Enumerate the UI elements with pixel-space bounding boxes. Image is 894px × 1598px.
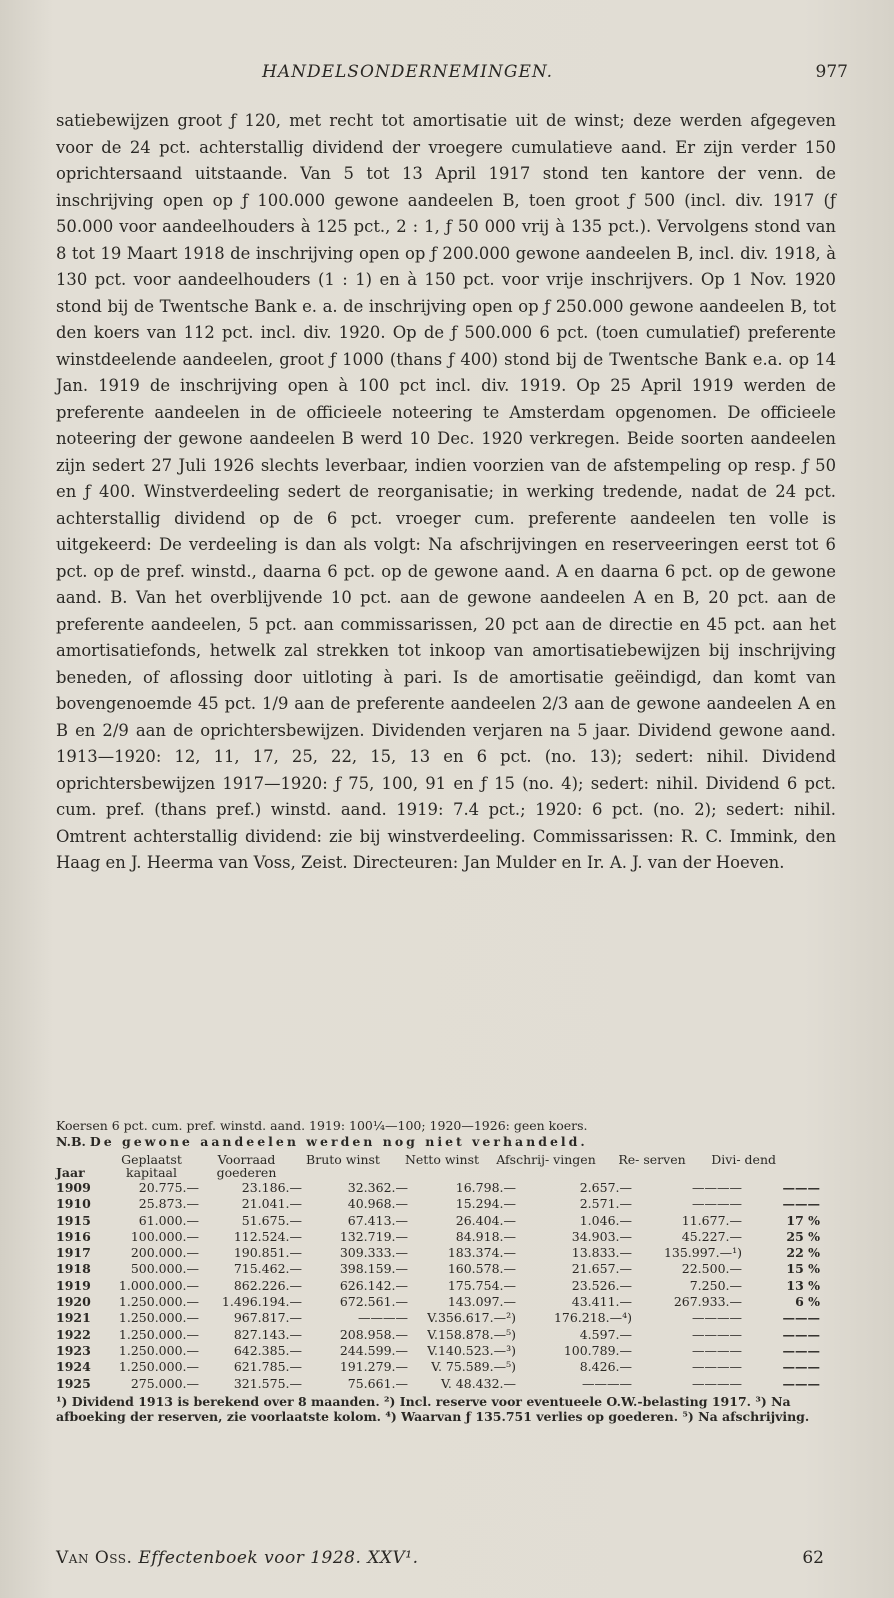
cell-kapitaal: 1.000.000.— — [118, 1277, 199, 1293]
cell-dividend: ——— — [782, 1326, 820, 1342]
cell-jaar: 1922 — [56, 1326, 91, 1342]
cell-dividend: 17 % — [786, 1212, 820, 1228]
cell-netto: 175.754.— — [447, 1277, 516, 1293]
cell-kapitaal: 1.250.000.— — [118, 1310, 199, 1326]
cell-jaar: 1917 — [56, 1245, 91, 1261]
col-header-jaar: Jaar — [56, 1165, 85, 1180]
cell-afschrijvingen: 34.903.— — [571, 1228, 632, 1244]
cell-kapitaal: 61.000.— — [138, 1212, 199, 1228]
financial-table — [56, 1118, 840, 1424]
cell-goederen: 112.524.— — [233, 1228, 302, 1244]
table-row — [56, 1213, 840, 1229]
cell-dividend: 22 % — [786, 1245, 820, 1261]
cell-bruto: 191.279.— — [339, 1359, 408, 1375]
cell-reserven: ———— — [692, 1196, 742, 1212]
cell-netto: V. 48.432.— — [441, 1375, 516, 1391]
cell-goederen: 321.575.— — [233, 1375, 302, 1391]
cell-goederen: 190.851.— — [233, 1245, 302, 1261]
table-row — [56, 1359, 840, 1375]
cell-dividend: ——— — [782, 1375, 820, 1391]
cell-bruto: 208.958.— — [339, 1326, 408, 1342]
table-row — [56, 1278, 840, 1294]
cell-reserven: 267.933.— — [673, 1294, 742, 1310]
cell-jaar: 1909 — [56, 1180, 91, 1195]
footer-volume: XXV¹. — [367, 1548, 419, 1568]
cell-kapitaal: 20.775.— — [138, 1180, 199, 1195]
cell-jaar: 1918 — [56, 1261, 91, 1277]
cell-netto: 26.404.— — [455, 1212, 516, 1228]
cell-dividend: 25 % — [786, 1228, 820, 1244]
cell-netto: V.140.523.—³) — [427, 1342, 516, 1358]
table-footnotes: ¹) Dividend 1913 is berekend over 8 maanden. ²) Incl. reserve voor eventueele O.W.-belasting 1917. ³) Na afboeking der reserven, zie voorlaatste kolom. ⁴) Waarvan ƒ 135.751 verlies op goederen. ⁵) Na afschrijving. — [56, 1393, 810, 1424]
cell-afschrijvingen: 23.526.— — [571, 1277, 632, 1293]
nb-line — [56, 1134, 840, 1150]
cell-bruto: 32.362.— — [347, 1180, 408, 1195]
cell-afschrijvingen: 4.597.— — [579, 1326, 632, 1342]
cell-afschrijvingen: 21.657.— — [571, 1261, 632, 1277]
cell-kapitaal: 100.000.— — [130, 1228, 199, 1244]
cell-reserven: 45.227.— — [681, 1228, 742, 1244]
table-row — [56, 1180, 840, 1196]
cell-netto: 183.374.— — [447, 1245, 516, 1261]
cell-goederen: 21.041.— — [241, 1196, 302, 1212]
cell-bruto: 67.413.— — [347, 1212, 408, 1228]
table-row — [56, 1376, 840, 1392]
cell-kapitaal: 275.000.— — [130, 1375, 199, 1391]
cell-netto: V.356.617.—²) — [427, 1310, 516, 1326]
col-header-bruto: Bruto winst — [306, 1152, 380, 1167]
col-header-netto: Netto winst — [404, 1152, 480, 1167]
cell-bruto: 40.968.— — [347, 1196, 408, 1212]
cell-dividend: ——— — [782, 1359, 820, 1375]
cell-netto: 143.097.— — [447, 1294, 516, 1310]
cell-goederen: 715.462.— — [233, 1261, 302, 1277]
footer-sheet-number: 62 — [802, 1548, 824, 1568]
cell-netto: 16.798.— — [455, 1180, 516, 1195]
cell-reserven: 11.677.— — [681, 1212, 742, 1228]
cell-reserven: ———— — [692, 1326, 742, 1342]
main-text — [56, 108, 836, 877]
cell-afschrijvingen: 176.218.—⁴) — [553, 1310, 632, 1326]
cell-goederen: 862.226.— — [233, 1277, 302, 1293]
cell-reserven: 7.250.— — [689, 1277, 742, 1293]
cell-afschrijvingen: 1.046.— — [579, 1212, 632, 1228]
cell-reserven: 22.500.— — [681, 1261, 742, 1277]
cell-bruto: 398.159.— — [339, 1261, 408, 1277]
cell-dividend: 13 % — [786, 1277, 820, 1293]
col-header-reserven: Re- serven — [618, 1152, 686, 1167]
cell-dividend: ——— — [782, 1196, 820, 1212]
table-row — [56, 1261, 840, 1277]
cell-afschrijvingen: 43.411.— — [571, 1294, 632, 1310]
cell-dividend: ——— — [782, 1342, 820, 1358]
cell-jaar: 1915 — [56, 1212, 91, 1228]
col-header-afschrijvingen: Afschrij- vingen — [496, 1152, 596, 1167]
table-row — [56, 1245, 840, 1261]
cell-netto: 84.918.— — [455, 1228, 516, 1244]
cell-goederen: 51.675.— — [241, 1212, 302, 1228]
cell-kapitaal: 1.250.000.— — [118, 1294, 199, 1310]
cell-netto: 15.294.— — [455, 1196, 516, 1212]
cell-jaar: 1924 — [56, 1359, 91, 1375]
cell-kapitaal: 500.000.— — [130, 1261, 199, 1277]
nb-text: De gewone aandeelen werden nog niet verhandeld. — [89, 1134, 588, 1149]
table-row — [56, 1327, 840, 1343]
cell-kapitaal: 200.000.— — [130, 1245, 199, 1261]
koersen-line: Koersen 6 pct. cum. pref. winstd. aand. 1919: 100¼—100; 1920—1926: geen koers. — [56, 1118, 588, 1133]
cell-bruto: 672.561.— — [339, 1294, 408, 1310]
cell-netto: 160.578.— — [447, 1261, 516, 1277]
footer-publisher: Van Oss. — [56, 1548, 133, 1568]
cell-reserven: ———— — [692, 1359, 742, 1375]
cell-bruto: 132.719.— — [339, 1228, 408, 1244]
cell-goederen: 967.817.— — [233, 1310, 302, 1326]
table-row — [56, 1196, 840, 1212]
cell-bruto: 626.142.— — [339, 1277, 408, 1293]
col-header-kapitaal: Geplaatst kapitaal — [121, 1152, 182, 1180]
cell-afschrijvingen: 2.571.— — [579, 1196, 632, 1212]
cell-goederen: 1.496.194.— — [221, 1294, 302, 1310]
running-head: HANDELSONDERNEMINGEN. — [262, 62, 554, 82]
table-row — [56, 1294, 840, 1310]
table-body — [56, 1180, 840, 1392]
page-header — [0, 62, 894, 92]
col-header-goederen: Voorraad goederen — [216, 1152, 277, 1180]
cell-netto: V. 75.589.—⁵) — [431, 1359, 516, 1375]
footer-book-title: Effectenboek voor 1928. — [138, 1548, 362, 1568]
table-row — [56, 1310, 840, 1326]
cell-reserven: ———— — [692, 1180, 742, 1195]
cell-kapitaal: 25.873.— — [138, 1196, 199, 1212]
cell-jaar: 1925 — [56, 1375, 91, 1391]
col-header-dividend: Divi- dend — [711, 1152, 776, 1167]
page-number: 977 — [815, 62, 848, 82]
cell-jaar: 1916 — [56, 1228, 91, 1244]
cell-reserven: 135.997.—¹) — [663, 1245, 742, 1261]
cell-goederen: 642.385.— — [233, 1342, 302, 1358]
cell-afschrijvingen: 100.789.— — [563, 1342, 632, 1358]
cell-dividend: 6 % — [795, 1294, 820, 1310]
cell-bruto: 75.661.— — [347, 1375, 408, 1391]
cell-goederen: 621.785.— — [233, 1359, 302, 1375]
cell-afschrijvingen: 8.426.— — [579, 1359, 632, 1375]
cell-afschrijvingen: 13.833.— — [571, 1245, 632, 1261]
cell-bruto: 244.599.— — [339, 1342, 408, 1358]
cell-bruto: ———— — [358, 1310, 408, 1326]
table-row — [56, 1229, 840, 1245]
cell-bruto: 309.333.— — [339, 1245, 408, 1261]
cell-reserven: ———— — [692, 1342, 742, 1358]
cell-jaar: 1923 — [56, 1342, 91, 1358]
cell-goederen: 23.186.— — [241, 1180, 302, 1195]
cell-jaar: 1920 — [56, 1294, 91, 1310]
cell-afschrijvingen: 2.657.— — [579, 1180, 632, 1195]
cell-kapitaal: 1.250.000.— — [118, 1359, 199, 1375]
cell-jaar: 1921 — [56, 1310, 91, 1326]
body-paragraph: satiebewijzen groot ƒ 120, met recht tot amortisatie uit de winst; deze werden afgegeven voor de 24 pct. achterstallig dividend der vroegere cumulatieve aand. Er zijn verder 150 oprichtersaand uitstaande. Van 5 tot 13 April 1917 stond ten kantore der venn. de inschrijving open op ƒ 100.000 gewone aandeelen B, toen groot ƒ 500 (incl. div. 1917 (ƒ 50.000 voor aandeelhouders à 125 pct., 2 : 1, ƒ 50 000 vrij à 135 pct.). Vervolgens stond van 8 tot 19 Maart 1918 de inschrijving open op ƒ 200.000 gewone aandeelen B, incl. div. 1918, à 130 pct. voor aandeelhouders (1 : 1) en à 150 pct. voor vrije inschrijvers. Op 1 Nov. 1920 stond bij de Twentsche Bank e. a. de inschrijving open op ƒ 250.000 gewone aandeelen B, tot den koers van 112 pct. incl. div. 1920. Op de ƒ 500.000 6 pct. (toen cumulatief) preferente winstdeelende aandeelen, groot ƒ 1000 (thans ƒ 400) stond bij de Twentsche Bank e.a. op 14 Jan. 1919 de inschrijving open à 100 pct incl. div. 1919. Op 25 April 1919 werden de preferente aandeelen in de officieele noteering te Amsterdam opgenomen. De officieele noteering der gewone aandeelen B werd 10 Dec. 1920 verkregen. Beide soorten aandeelen zijn sedert 27 Juli 1926 slechts leverbaar, indien voorzien van de afstempeling op resp. ƒ 50 en ƒ 400. Winstverdeeling sedert de reorganisatie; in werking tredende, nadat de 24 pct. achterstallig dividend op de 6 pct. vroeger cum. preferente aandeelen ten volle is uitgekeerd: De verdeeling is dan als volgt: Na afschrijvingen en reserveeringen eerst tot 6 pct. op de pref. winstd., daarna 6 pct. op de gewone aand. A en daarna 6 pct. op de gewone aand. B. Van het overblijvende 10 pct. aan de gewone aandeelen A en B, 20 pct. aan de preferente aandeelen, 5 pct. aan commissarissen, 20 pct aan de directie en 45 pct. aan het amortisatiefonds, hetwelk zal strekken tot inkoop van amortisatiebewijzen bij inschrijving beneden, of aflossing door uitloting à pari. Is de amortisatie geëindigd, dan komt van bovengenoemde 45 pct. 1/9 aan de preferente aandeelen 2/3 aan de gewone aandeelen A en B en 2/9 aan de oprichtersbewijzen. Dividenden verjaren na 5 jaar. Dividend gewone aand. 1913—1920: 12, 11, 17, 25, 22, 15, 13 en 6 pct. (no. 13); sedert: nihil. Dividend oprichtersbewijzen 1917—1920: ƒ 75, 100, 91 en ƒ 15 (no. 4); sedert: nihil. Dividend 6 pct. cum. pref. (thans pref.) winstd. aand. 1919: 7.4 pct.; 1920: 6 pct. (no. 2); sedert: nihil. Omtrent achterstallig dividend: zie bij winstverdeeling. Commissarissen: R. C. Immink, den Haag en J. Heerma van Voss, Zeist. Directeuren: Jan Mulder en Ir. A. J. van der Hoeven. — [56, 111, 836, 872]
cell-jaar: 1919 — [56, 1277, 91, 1293]
cell-reserven: ———— — [692, 1310, 742, 1326]
cell-jaar: 1910 — [56, 1196, 91, 1212]
cell-goederen: 827.143.— — [233, 1326, 302, 1342]
cell-dividend: 15 % — [786, 1261, 820, 1277]
cell-netto: V.158.878.—⁵) — [427, 1326, 516, 1342]
cell-afschrijvingen: ———— — [582, 1375, 632, 1391]
footer-citation — [56, 1548, 419, 1568]
nb-label: N.B. — [56, 1134, 86, 1149]
cell-dividend: ——— — [782, 1180, 820, 1195]
cell-kapitaal: 1.250.000.— — [118, 1326, 199, 1342]
cell-kapitaal: 1.250.000.— — [118, 1342, 199, 1358]
table-row — [56, 1343, 840, 1359]
cell-reserven: ———— — [692, 1375, 742, 1391]
table-header — [56, 1153, 840, 1179]
cell-dividend: ——— — [782, 1310, 820, 1326]
